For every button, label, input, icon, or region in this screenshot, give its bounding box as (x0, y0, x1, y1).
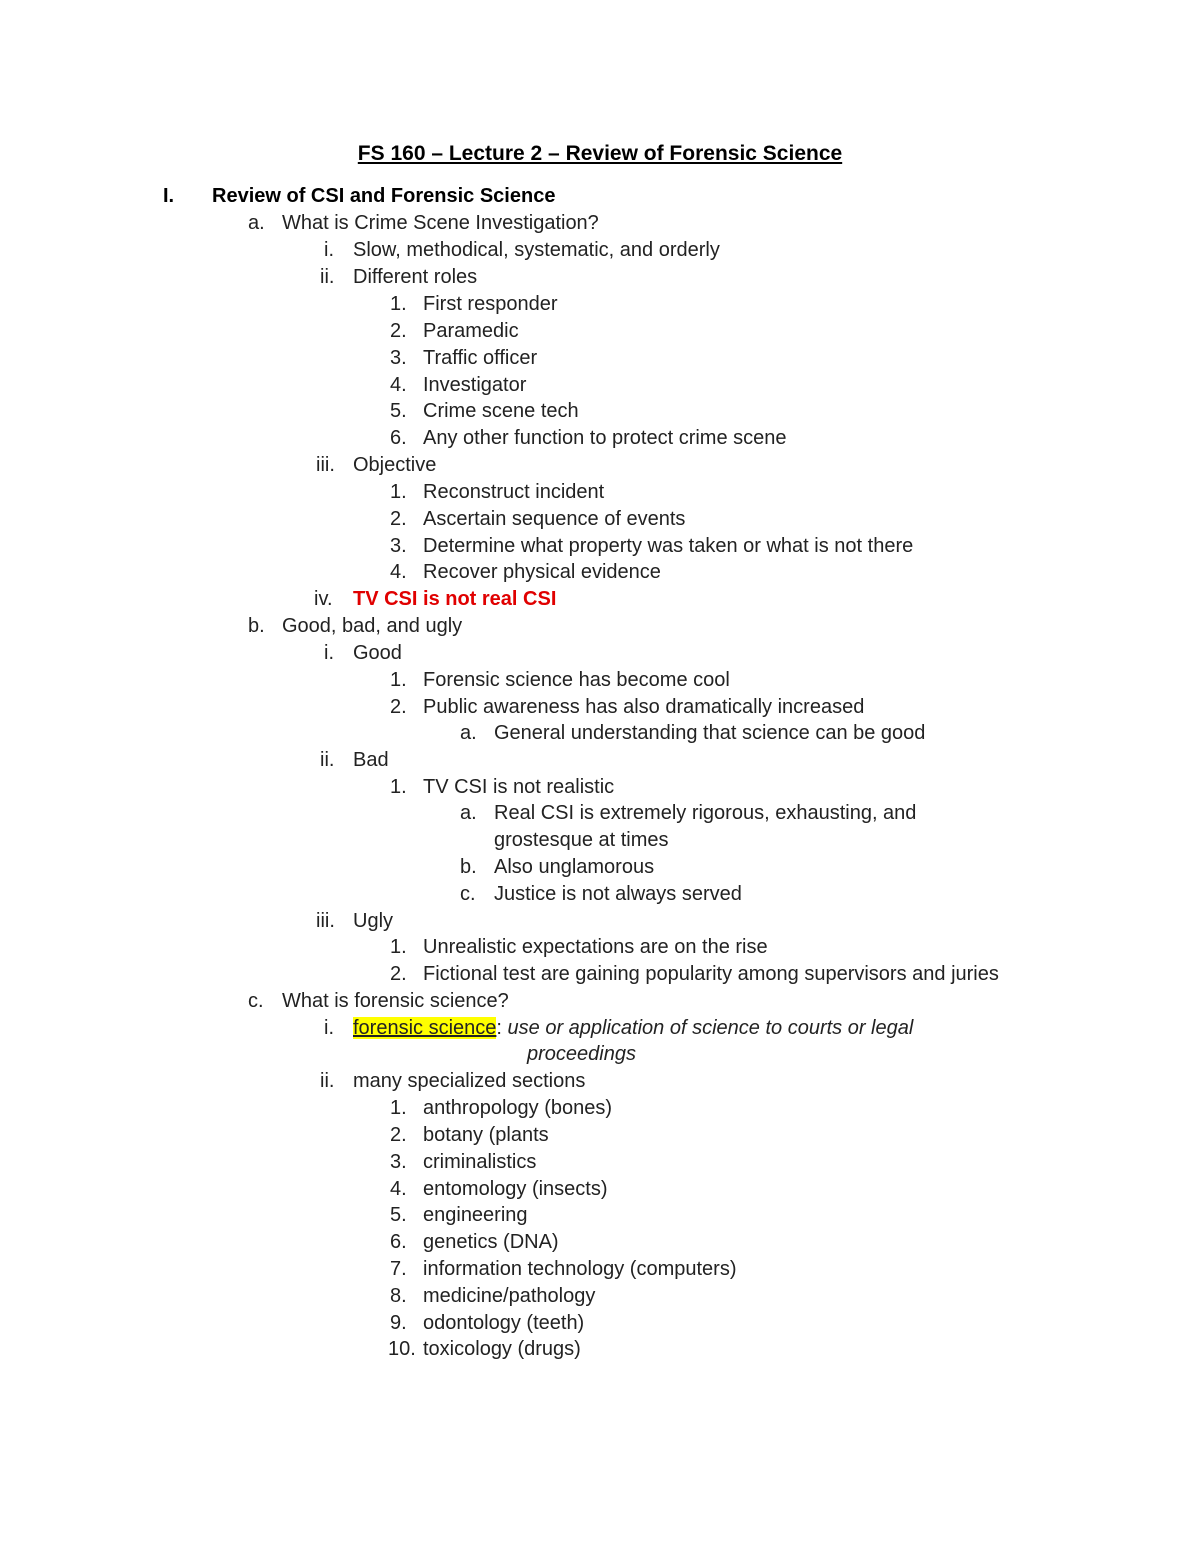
list-item-text: Investigator (423, 374, 527, 396)
list-marker: i. (324, 239, 334, 261)
list-item-text: Good (353, 642, 402, 664)
definition-term-line (353, 1015, 913, 1041)
list-item-text: Bad (353, 749, 389, 771)
list-marker: 2. (390, 696, 407, 718)
list-marker: c. (460, 883, 476, 905)
list-marker: 1. (390, 936, 407, 958)
definition-colon: : (496, 1017, 502, 1039)
list-item-text: Good, bad, and ugly (282, 615, 463, 637)
list-item-text: genetics (DNA) (423, 1231, 559, 1253)
list-item-text: Different roles (353, 266, 478, 288)
list-marker: iii. (316, 910, 335, 932)
list-marker: 3. (390, 1151, 407, 1173)
section-marker: I. (163, 185, 175, 207)
list-item-text: information technology (computers) (423, 1258, 737, 1280)
list-item-text: entomology (insects) (423, 1178, 608, 1200)
list-marker: a. (248, 212, 265, 234)
list-item-text: Public awareness has also dramatically increased (423, 696, 865, 718)
list-marker: 1. (390, 481, 407, 503)
list-item-text: Forensic science has become cool (423, 669, 730, 691)
definition-text: use or application of science to courts or legal (507, 1017, 914, 1039)
list-marker: a. (460, 722, 477, 744)
list-marker: 8. (390, 1285, 407, 1307)
list-item-text: engineering (423, 1204, 528, 1226)
list-marker: b. (248, 615, 265, 637)
list-marker: 5. (390, 400, 407, 422)
list-item-text: Real CSI is extremely rigorous, exhausting, and (494, 802, 917, 824)
list-item-text: What is forensic science? (282, 990, 509, 1012)
list-marker: 2. (390, 963, 407, 985)
list-marker: 3. (390, 347, 407, 369)
list-item-text: Unrealistic expectations are on the rise (423, 936, 768, 958)
list-marker: 5. (390, 1204, 407, 1226)
list-item-text: Justice is not always served (494, 883, 742, 905)
list-item-text: Determine what property was taken or what is not there (423, 535, 914, 557)
list-item-text: many specialized sections (353, 1070, 586, 1092)
list-item-text: Traffic officer (423, 347, 538, 369)
list-marker: 10. (388, 1338, 416, 1360)
highlighted-term: forensic science (353, 1017, 497, 1039)
list-item-text: Objective (353, 454, 437, 476)
list-marker: 4. (390, 1178, 407, 1200)
list-item-text: grostesque at times (494, 829, 669, 851)
list-marker: 1. (390, 669, 407, 691)
list-item-text: odontology (teeth) (423, 1312, 585, 1334)
list-marker: ii. (320, 266, 335, 288)
list-marker: 6. (390, 427, 407, 449)
list-item-text: Fictional test are gaining popularity among supervisors and juries (423, 963, 999, 985)
list-marker: 4. (390, 561, 407, 583)
list-marker: ii. (320, 749, 335, 771)
list-item-text: anthropology (bones) (423, 1097, 613, 1119)
document-title: FS 160 – Lecture 2 – Review of Forensic Science (357, 142, 843, 165)
emphasis-text: TV CSI is not real CSI (353, 588, 557, 610)
list-marker: 4. (390, 374, 407, 396)
list-marker: i. (324, 1017, 334, 1039)
list-item-text: Crime scene tech (423, 400, 579, 422)
list-marker: 1. (390, 1097, 407, 1119)
list-marker: 9. (390, 1312, 407, 1334)
list-item-text: Ugly (353, 910, 394, 932)
list-marker: iii. (316, 454, 335, 476)
list-marker: c. (248, 990, 264, 1012)
section-heading-text: Review of CSI and Forensic Science (212, 185, 556, 207)
list-marker: a. (460, 802, 477, 824)
list-marker: 2. (390, 320, 407, 342)
list-marker: 6. (390, 1231, 407, 1253)
list-marker: ii. (320, 1070, 335, 1092)
list-item-text: Recover physical evidence (423, 561, 661, 583)
list-item-text: TV CSI is not realistic (423, 776, 615, 798)
list-marker: 1. (390, 293, 407, 315)
list-item-text: Any other function to protect crime scene (423, 427, 787, 449)
list-marker: iv. (314, 588, 333, 610)
list-item-text: What is Crime Scene Investigation? (282, 212, 599, 234)
list-marker: 2. (390, 1124, 407, 1146)
list-marker: 2. (390, 508, 407, 530)
list-item-text: Slow, methodical, systematic, and orderly (353, 239, 720, 261)
list-item-text: Reconstruct incident (423, 481, 605, 503)
list-item-text: Also unglamorous (494, 856, 655, 878)
list-marker: i. (324, 642, 334, 664)
list-item-text: Ascertain sequence of events (423, 508, 686, 530)
definition-text: proceedings (527, 1043, 636, 1065)
list-item-text: toxicology (drugs) (423, 1338, 581, 1360)
list-item-text: medicine/pathology (423, 1285, 596, 1307)
list-item-text: Paramedic (423, 320, 519, 342)
list-marker: 1. (390, 776, 407, 798)
list-marker: 7. (390, 1258, 407, 1280)
list-marker: 3. (390, 535, 407, 557)
list-marker: b. (460, 856, 477, 878)
list-item-text: General understanding that science can be good (494, 722, 926, 744)
list-item-text: criminalistics (423, 1151, 537, 1173)
list-item-text: First responder (423, 293, 558, 315)
list-item-text: botany (plants (423, 1124, 549, 1146)
